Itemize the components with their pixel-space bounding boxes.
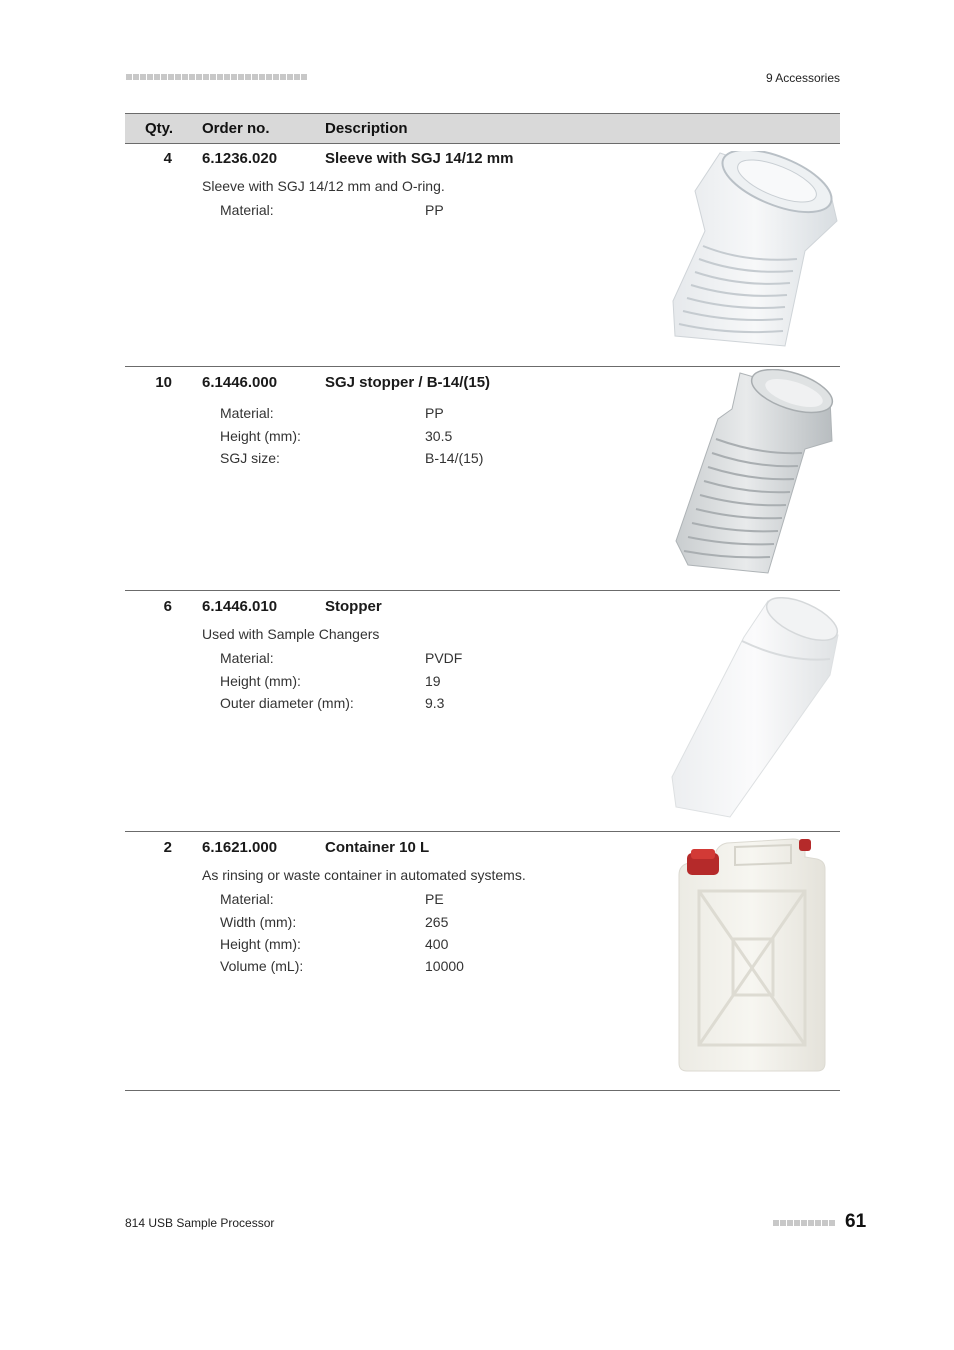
property-value: 400 xyxy=(425,936,449,952)
footer-product: 814 USB Sample Processor xyxy=(125,1216,275,1230)
property-label: Material: xyxy=(220,202,274,218)
row-order-no: 6.1446.010 xyxy=(202,598,278,615)
row-order-no: 6.1236.020 xyxy=(202,150,278,167)
property-label: Outer diameter (mm): xyxy=(220,695,354,711)
row-order-no: 6.1446.000 xyxy=(202,374,278,391)
row-title: SGJ stopper / B-14/(15) xyxy=(325,374,491,391)
property-value: 265 xyxy=(425,914,449,930)
footer-decoration xyxy=(773,1220,835,1226)
property-value: 10000 xyxy=(425,958,464,974)
row-note: Used with Sample Changers xyxy=(202,626,380,642)
property-value: PE xyxy=(425,891,444,907)
property-value: 9.3 xyxy=(425,695,445,711)
property-value: 19 xyxy=(425,673,441,689)
table-row xyxy=(125,832,840,1090)
chapter-title: 9 Accessories xyxy=(765,71,840,85)
column-order-no: Order no. xyxy=(202,120,270,137)
row-qty: 10 xyxy=(155,374,172,391)
row-order-no: 6.1621.000 xyxy=(202,839,278,856)
property-label: Material: xyxy=(220,650,274,666)
property-label: SGJ size: xyxy=(220,450,280,466)
property-label: Material: xyxy=(220,891,274,907)
row-note: Sleeve with SGJ 14/12 mm and O-ring. xyxy=(202,178,445,194)
row-qty: 2 xyxy=(163,839,172,856)
row-note: As rinsing or waste container in automated systems. xyxy=(202,867,526,883)
column-qty: Qty. xyxy=(145,120,174,137)
header-decoration xyxy=(126,74,307,80)
sgj-stopper-image xyxy=(670,369,840,575)
table-row xyxy=(125,367,840,590)
property-value: 30.5 xyxy=(425,428,453,444)
property-value: PP xyxy=(425,202,444,218)
stopper-image xyxy=(670,597,840,819)
property-label: Height (mm): xyxy=(220,936,301,952)
canister-image xyxy=(675,835,840,1075)
table-row xyxy=(125,591,840,831)
property-label: Volume (mL): xyxy=(220,958,304,974)
row-divider xyxy=(125,1090,840,1091)
page-number: 61 xyxy=(845,1211,867,1232)
property-label: Height (mm): xyxy=(220,428,301,444)
property-label: Width (mm): xyxy=(220,914,297,930)
row-title: Container 10 L xyxy=(325,839,430,856)
row-qty: 6 xyxy=(163,598,172,615)
property-label: Height (mm): xyxy=(220,673,301,689)
row-title: Stopper xyxy=(325,598,382,615)
property-value: PP xyxy=(425,405,444,421)
row-title: Sleeve with SGJ 14/12 mm xyxy=(325,150,514,167)
property-label: Material: xyxy=(220,405,274,421)
table-header xyxy=(125,113,840,144)
column-description: Description xyxy=(325,120,408,137)
sleeve-image xyxy=(665,151,840,353)
property-value: PVDF xyxy=(425,650,463,666)
property-value: B-14/(15) xyxy=(425,450,484,466)
table-row xyxy=(125,143,840,366)
row-qty: 4 xyxy=(163,150,172,167)
